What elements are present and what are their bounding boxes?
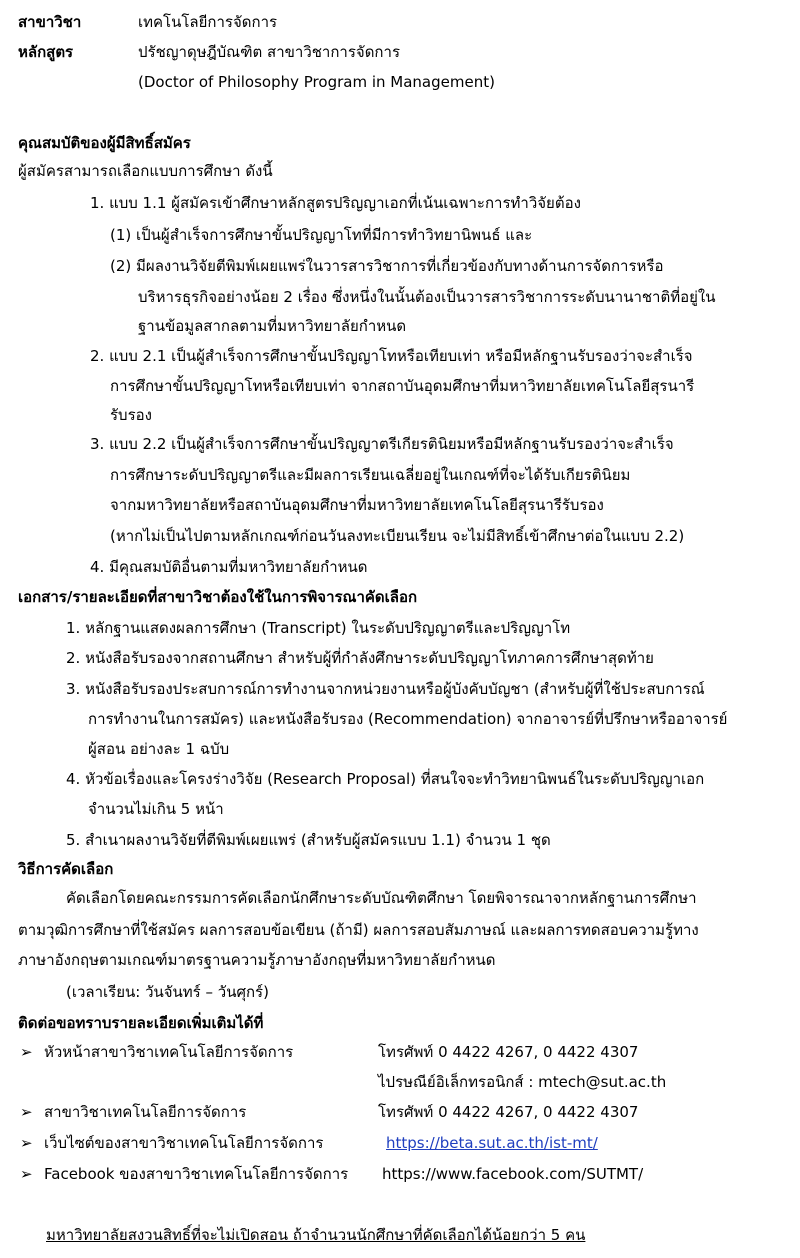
footer-note: มหาวิทยาลัยสงวนสิทธิ์ที่จะไม่เปิดสอน ถ้าจำนวนนักศึกษาที่คัดเลือกได้น้อยกว่า 5 คน <box>46 1226 586 1244</box>
document-item: 3. หนังสือรับรองประสบการณ์การทำงานจากหน่วยงานหรือผู้บังคับบัญชา (สำหรับผู้ที่ใช้ประสบการณ์ <box>66 680 705 698</box>
program-label: หลักสูตร <box>18 43 74 61</box>
qualification-item: 3. แบบ 2.2 เป็นผู้สำเร็จการศึกษาขั้นปริญญาตรีเกียรตินิยมหรือมีหลักฐานรับรองว่าจะสำเร็จ <box>90 435 674 453</box>
selection-line: (เวลาเรียน: วันจันทร์ – วันศุกร์) <box>66 983 269 1001</box>
facebook-url[interactable]: https://www.facebook.com/SUTMT/ <box>382 1165 644 1183</box>
qualification-item: 2. แบบ 2.1 เป็นผู้สำเร็จการศึกษาขั้นปริญญาโทหรือเทียบเท่า หรือมีหลักฐานรับรองว่าจะสำเร็จ <box>90 347 693 365</box>
qualification-item: (1) เป็นผู้สำเร็จการศึกษาขั้นปริญญาโทที่มีการทำวิทยานิพนธ์ และ <box>110 226 533 244</box>
document-item: 2. หนังสือรับรองจากสถานศึกษา สำหรับผู้ที่กำลังศึกษาระดับปริญญาโทภาคการศึกษาสุดท้าย <box>66 649 654 667</box>
qualification-item: (2) มีผลงานวิจัยตีพิมพ์เผยแพร่ในวารสารวิชาการที่เกี่ยวข้องกับทางด้านการจัดการหรือ <box>110 257 664 275</box>
qualification-item: ฐานข้อมูลสากลตามที่มหาวิทยาลัยกำหนด <box>138 317 407 335</box>
field-label: สาขาวิชา <box>18 13 82 31</box>
qualification-item: การศึกษาขั้นปริญญาโทหรือเทียบเท่า จากสถาบันอุดมศึกษาที่มหาวิทยาลัยเทคโนโลยีสุรนารี <box>110 377 695 395</box>
documents-heading: เอกสาร/รายละเอียดที่สาขาวิชาต้องใช้ในการพิจารณาคัดเลือก <box>18 588 418 606</box>
website-link[interactable]: https://beta.sut.ac.th/ist-mt/ <box>386 1134 598 1152</box>
selection-line: ภาษาอังกฤษตามเกณฑ์มาตรฐานความรู้ภาษาอังกฤษที่มหาวิทยาลัยกำหนด <box>18 951 496 969</box>
qualification-item: 1. แบบ 1.1 ผู้สมัครเข้าศึกษาหลักสูตรปริญญาเอกที่เน้นเฉพาะการทำวิจัยต้อง <box>90 194 581 212</box>
contact-label: Facebook ของสาขาวิชาเทคโนโลยีการจัดการ <box>44 1165 349 1183</box>
contact-phone: โทรศัพท์ 0 4422 4267, 0 4422 4307 <box>378 1103 639 1121</box>
contact-label: เว็บไซต์ของสาขาวิชาเทคโนโลยีการจัดการ <box>44 1134 324 1152</box>
arrow-bullet-icon: ➢ <box>20 1134 33 1152</box>
program-value: ปรัชญาดุษฎีบัณฑิต สาขาวิชาการจัดการ <box>138 43 400 61</box>
program-english: (Doctor of Philosophy Program in Management) <box>138 73 495 91</box>
selection-line: ตามวุฒิการศึกษาที่ใช้สมัคร ผลการสอบข้อเขียน (ถ้ามี) ผลการสอบสัมภาษณ์ และผลการทดสอบความรู้ทาง <box>18 921 699 939</box>
qualification-item: รับรอง <box>110 406 152 424</box>
document-item: การทำงานในการสมัคร) และหนังสือรับรอง (Recommendation) จากอาจารย์ที่ปรึกษาหรืออาจารย์ <box>88 710 728 728</box>
document-item: 5. สำเนาผลงานวิจัยที่ตีพิมพ์เผยแพร่ (สำหรับผู้สมัครแบบ 1.1) จำนวน 1 ชุด <box>66 831 551 849</box>
document-item: จำนวนไม่เกิน 5 หน้า <box>88 800 224 818</box>
qualification-item: การศึกษาระดับปริญญาตรีและมีผลการเรียนเฉลี่ยอยู่ในเกณฑ์ที่จะได้รับเกียรตินิยม <box>110 466 631 484</box>
contact-email[interactable]: ไปรษณีย์อิเล็กทรอนิกส์ : mtech@sut.ac.th <box>378 1073 667 1091</box>
arrow-bullet-icon: ➢ <box>20 1103 33 1121</box>
document-item: ผู้สอน อย่างละ 1 ฉบับ <box>88 740 230 758</box>
field-value: เทคโนโลยีการจัดการ <box>138 13 278 31</box>
qualification-item: (หากไม่เป็นไปตามหลักเกณฑ์ก่อนวันลงทะเบียนเรียน จะไม่มีสิทธิ์เข้าศึกษาต่อในแบบ 2.2) <box>110 527 685 545</box>
contact-label: สาขาวิชาเทคโนโลยีการจัดการ <box>44 1103 247 1121</box>
contact-phone: โทรศัพท์ 0 4422 4267, 0 4422 4307 <box>378 1043 639 1061</box>
contact-label: หัวหน้าสาขาวิชาเทคโนโลยีการจัดการ <box>44 1043 294 1061</box>
arrow-bullet-icon: ➢ <box>20 1165 33 1183</box>
selection-heading: วิธีการคัดเลือก <box>18 860 114 878</box>
qualifications-heading: คุณสมบัติของผู้มีสิทธิ์สมัคร <box>18 134 191 152</box>
arrow-bullet-icon: ➢ <box>20 1043 33 1061</box>
qualification-item: 4. มีคุณสมบัติอื่นตามที่มหาวิทยาลัยกำหนด <box>90 558 368 576</box>
selection-line: คัดเลือกโดยคณะกรรมการคัดเลือกนักศึกษาระดับบัณฑิตศึกษา โดยพิจารณาจากหลักฐานการศึกษา <box>66 889 697 907</box>
qualification-item: จากมหาวิทยาลัยหรือสถาบันอุดมศึกษาที่มหาวิทยาลัยเทคโนโลยีสุรนารีรับรอง <box>110 496 604 514</box>
contact-heading: ติดต่อขอทราบรายละเอียดเพิ่มเติมได้ที่ <box>18 1014 264 1032</box>
qualification-item: บริหารธุรกิจอย่างน้อย 2 เรื่อง ซึ่งหนึ่งในนั้นต้องเป็นวารสารวิชาการระดับนานาชาติที่อยู่ใน <box>138 288 716 306</box>
document-item: 4. หัวข้อเรื่องและโครงร่างวิจัย (Research Proposal) ที่สนใจจะทำวิทยานิพนธ์ในระดับปริญญาเอก <box>66 770 705 788</box>
document-item: 1. หลักฐานแสดงผลการศึกษา (Transcript) ในระดับปริญญาตรีและปริญญาโท <box>66 619 571 637</box>
qualifications-intro: ผู้สมัครสามารถเลือกแบบการศึกษา ดังนี้ <box>18 162 273 180</box>
